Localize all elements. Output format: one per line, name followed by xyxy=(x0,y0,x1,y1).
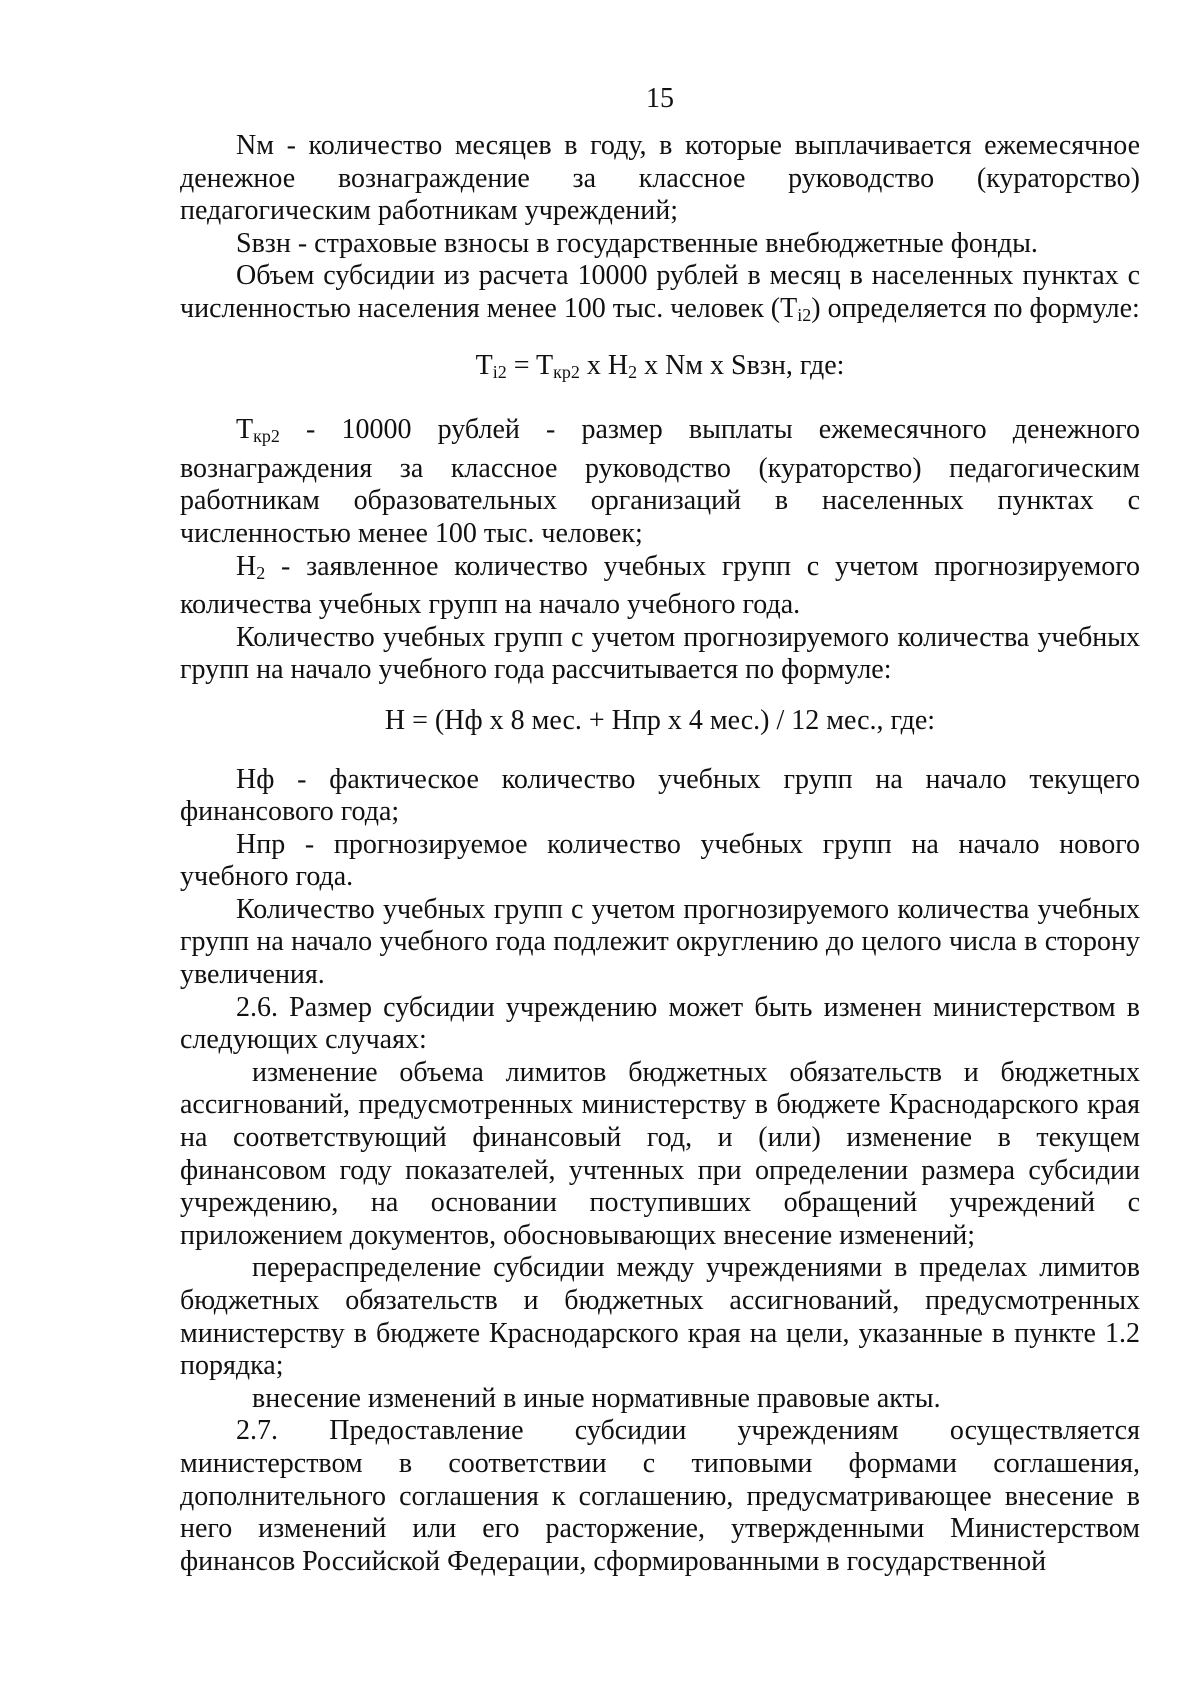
formula-ti2-rest: x Nм x Sвзн, где: xyxy=(637,349,845,381)
paragraph-subsidy-volume xyxy=(180,260,1140,331)
paragraph-h2-definition xyxy=(180,551,1140,622)
paragraph-redistribution: перераспределение субсидии между учреждениями в пределах лимитов бюджетных обязательств и бюджетных ассигнований, предусмотренных министерству в бюджете Краснодарского края на цели, указанные в пункте 1.2 порядка; xyxy=(180,1252,1140,1382)
formula-ti2-t-sub: i2 xyxy=(492,361,507,382)
h2-symbol: H xyxy=(236,550,257,582)
formula-ti2-h-sub: 2 xyxy=(628,361,638,382)
paragraph-nm-definition: Nм - количество месяцев в году, в которые выплачивается ежемесячное денежное вознаграждение за классное руководство (кураторство) педагогическим работникам учреждений; xyxy=(180,130,1140,227)
paragraph-legal-acts: внесение изменений в иные нормативные правовые акты. xyxy=(252,1382,941,1414)
formula-ti2-eq: = T xyxy=(506,349,554,381)
ti2-subscript: i2 xyxy=(797,304,812,325)
formula-ti2-t: T xyxy=(475,349,493,381)
paragraph-2-7: 2.7. Предоставление субсидии учреждениям осуществляется министерством в соответствии с типовыми формами соглашения, дополнительного соглашения к соглашению, предусматривающее внесение в него изменений или его расторжение, утвержденными Министерством финансов Российской Федерации, сформированными в государственной xyxy=(180,1415,1140,1577)
paragraph-tkr2-definition xyxy=(180,414,1140,550)
paragraph-subsidy-volume-text-a: Объем субсидии из расчета 10000 рублей в месяц в населенных пунктах с численностью населения менее 100 тыс. человек (T xyxy=(180,260,1140,324)
paragraph-2-6: 2.6. Размер субсидии учреждению может быть изменен министерством в следующих случаях: xyxy=(180,991,1140,1056)
paragraph-hpr-definition: Hпр - прогнозируемое количество учебных групп на начало нового учебного года. xyxy=(180,828,1140,893)
formula-ti2-x1: x H xyxy=(579,349,629,381)
page-number: 15 xyxy=(646,83,674,114)
tkr2-subscript: кр2 xyxy=(253,426,280,447)
document-body xyxy=(180,130,1140,1578)
paragraph-groups-count: Количество учебных групп с учетом прогнозируемого количества учебных групп на начало учебного года рассчитывается по формуле: xyxy=(180,621,1140,686)
paragraph-rounding: Количество учебных групп с учетом прогнозируемого количества учебных групп на начало учебного года подлежит округлению до целого числа в сторону увеличения. xyxy=(180,893,1140,991)
tkr2-symbol: T xyxy=(236,414,254,446)
paragraph-subsidy-volume-text-b: ) определяется по формуле: xyxy=(811,292,1140,324)
formula-ti2-tkr-sub: кр2 xyxy=(553,361,580,382)
paragraph-hf-definition: Hф - фактическое количество учебных групп на начало текущего финансового года; xyxy=(180,763,1140,828)
formula-h: H = (Hф x 8 мес. + Hпр x 4 мес.) / 12 мес., где: xyxy=(384,704,936,736)
paragraph-limit-change: изменение объема лимитов бюджетных обязательств и бюджетных ассигнований, предусмотренных министерству в бюджете Краснодарского края на соответствующий финансовый год, и (или) изменение в текущем финансовом году показателей, учтенных при определении размера субсидии учреждению, на основании поступивших обращений учреждений с приложением документов, обосновывающих внесение изменений; xyxy=(180,1056,1140,1251)
h2-definition-text: - заявленное количество учебных групп с учетом прогнозируемого количества учебных групп на начало учебного года. xyxy=(180,550,1140,621)
tkr2-definition-text: - 10000 рублей - размер выплаты ежемесячного денежного вознаграждения за классное руководство (кураторство) педагогическим работникам образовательных организаций в населенных пунктах с численностью менее 100 тыс. человек; xyxy=(180,414,1140,549)
h2-subscript: 2 xyxy=(256,562,266,583)
paragraph-sbzn-definition: Sвзн - страховые взносы в государственные внебюджетные фонды. xyxy=(236,227,1038,259)
formula-ti2 xyxy=(180,350,1140,389)
